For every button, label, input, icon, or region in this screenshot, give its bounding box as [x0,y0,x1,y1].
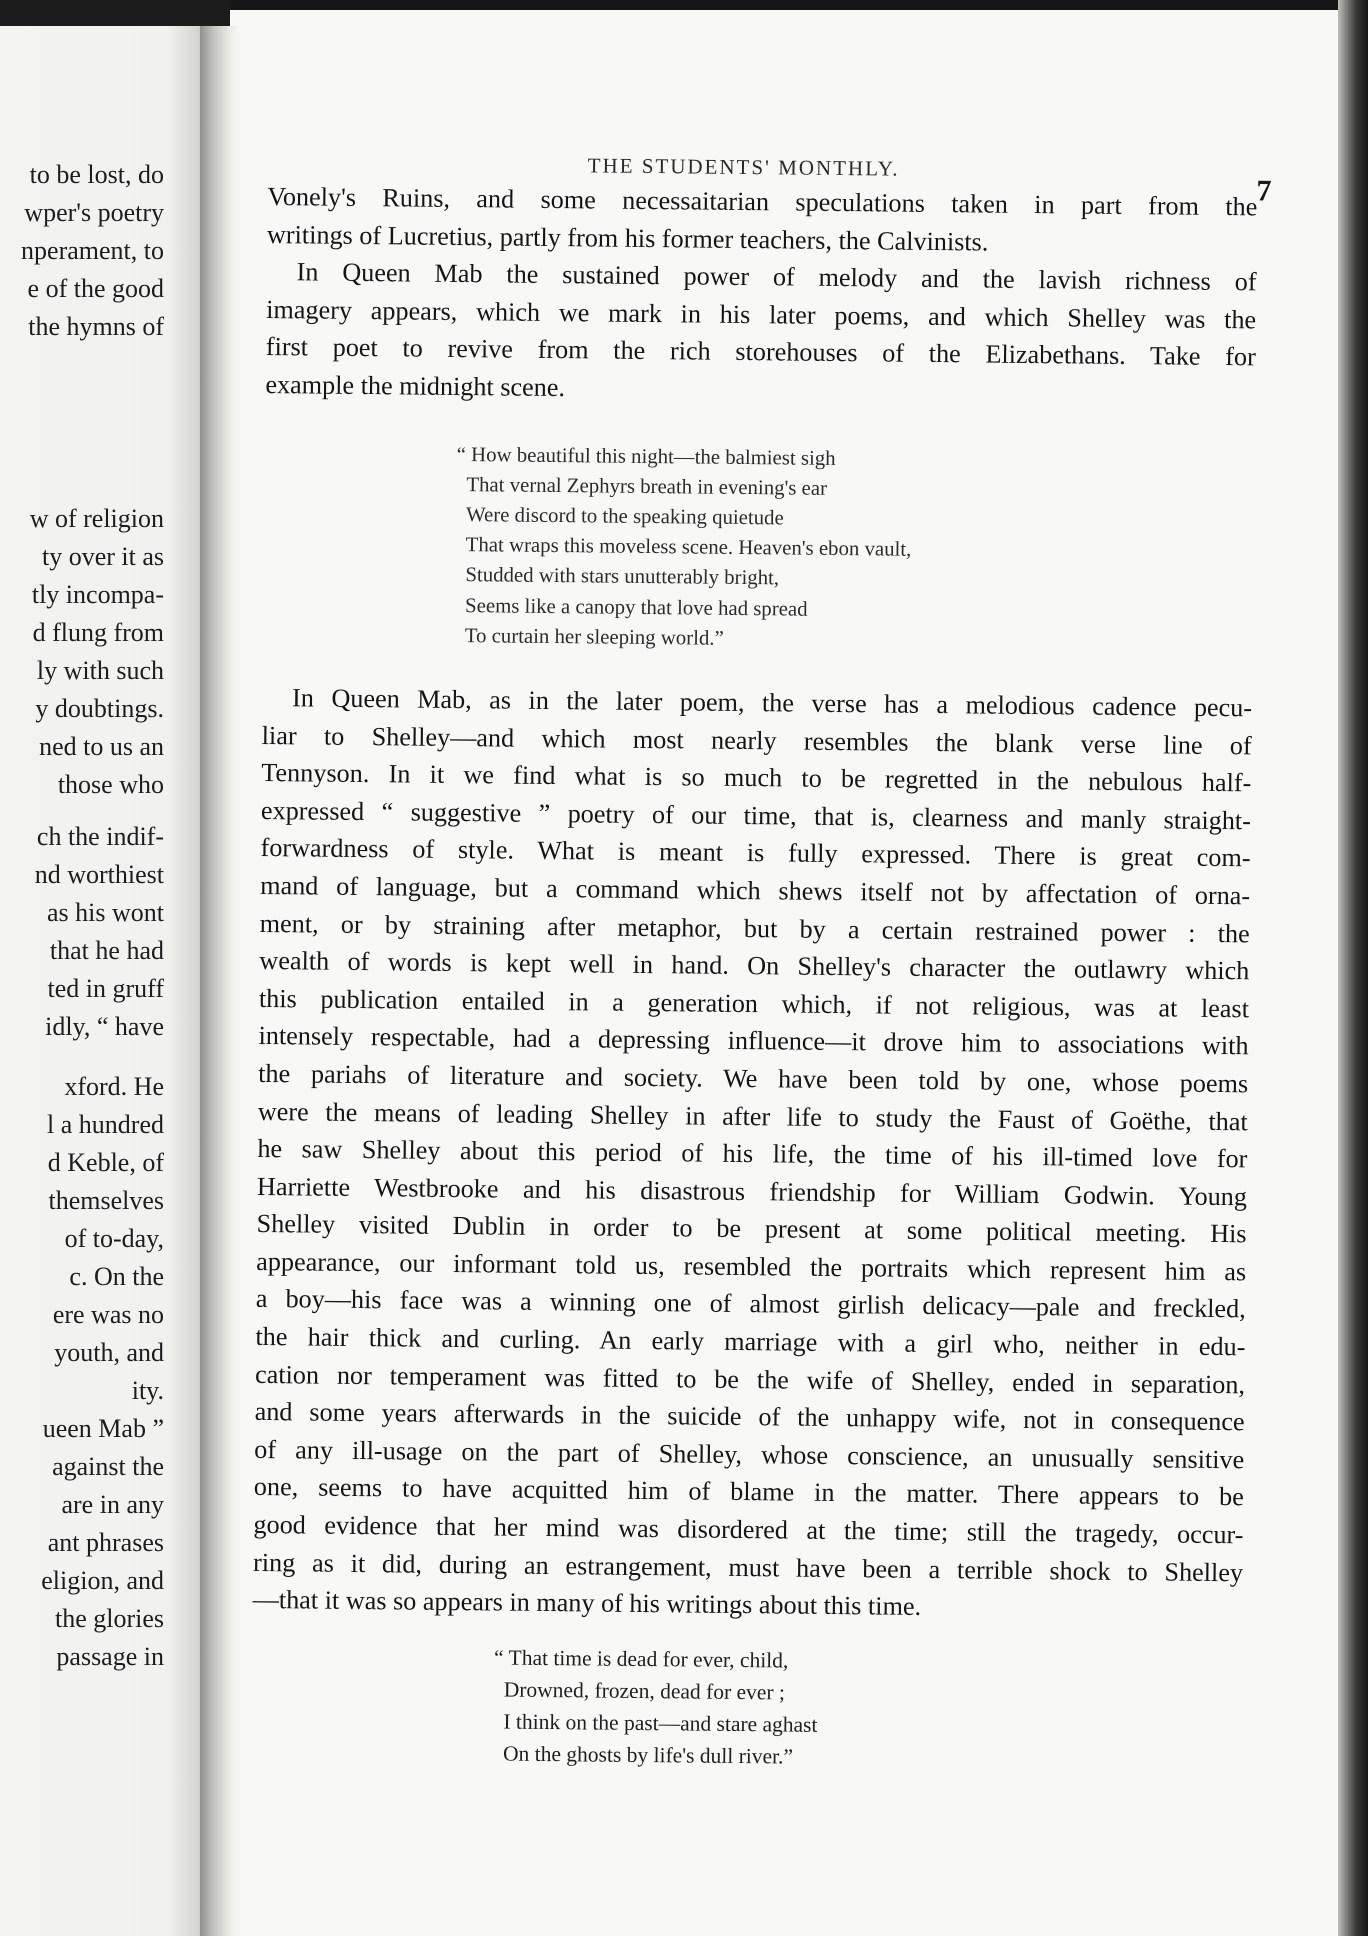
verse-line: I think on the past—and stare aghast [503,1709,818,1737]
left-page-line: nperament, to [21,236,164,265]
left-page-line: w of religion [29,504,164,533]
text-line: the pariahs of literature and society. We have been told by one, whose poems [258,1058,1249,1099]
text-line: ment, or by straining after metaphor, but by a certain restrained power : the [259,908,1250,948]
text-line: cation nor temperament was fitted to be the wife of Shelley, ended in separation, [254,1359,1246,1399]
verse-line: Drowned, frozen, dead for ever ; [503,1677,786,1705]
text-line: Vonely's Ruins, and some necessaitarian speculations taken in part from the [267,181,1258,222]
paragraph-queen-mab-melody [265,253,1257,414]
left-page-line: xford. He [64,1072,164,1101]
left-page-line: e of the good [27,274,164,303]
book-gutter [200,26,240,1936]
verse-line: To curtain her sleeping world.” [464,623,724,650]
left-page-line: ere was no [52,1300,164,1329]
text-line: good evidence that her mind was disordered at the time; still the tragedy, occur- [253,1509,1244,1550]
verse-line: Seems like a canopy that love had spread [464,593,808,621]
text-line: intensely respectable, had a depressing influence—it drove him to associations with [258,1021,1249,1061]
text-line: writings of Lucretius, partly from his former teachers, the Calvinists. [266,219,989,257]
verse-line: On the ghosts by life's dull river.” [502,1741,794,1769]
text-line: one, seems to have acquitted him of blame in the matter. There appears to be [253,1472,1244,1512]
left-page-line: ned to us an [39,732,164,761]
left-page-line: l a hundred [47,1110,164,1139]
verse-quotation-midnight [455,440,1255,660]
left-page-line: that he had [49,936,164,965]
verse-line: “ That time is dead for ever, child, [493,1645,789,1673]
left-page-line: of to-day, [64,1224,164,1253]
text-line: a boy—his face was a winning one of almost girlish delicacy—pale and freckled, [255,1284,1246,1324]
text-line: expressed “ suggestive ” poetry of our time, that is, clearness and manly straight- [260,795,1252,836]
text-line: mand of language, but a command which shews itself not by affectation of orna- [260,870,1251,911]
left-page-line: youth, and [54,1338,164,1367]
left-page-line: to be lost, do [29,160,164,189]
text-line: Harriette Westbrooke and his disastrous friendship for William Godwin. Young [256,1171,1248,1212]
text-line: of any ill-usage on the part of Shelley, whose conscience, an unusually sensitive [254,1434,1245,1475]
text-line: In Queen Mab the sustained power of melody and the lavish richness of [296,257,1257,297]
verse-line: That wraps this moveless scene. Heaven's ebon vault, [465,533,912,561]
left-page-line: the glories [54,1604,164,1633]
text-line: he saw Shelley about this period of his life, the time of his ill-timed love for [257,1134,1248,1174]
text-line: liar to Shelley—and which most nearly resembles the blank verse line of [261,720,1252,760]
running-title: THE STUDENTS' MONTHLY. [587,153,900,181]
left-page-line: the hymns of [28,312,164,341]
scan-right-edge [1338,0,1368,1936]
left-page-line: d flung from [32,618,164,647]
paragraph-volney [267,178,1258,264]
text-line: appearance, our informant told us, resembled the portraits which represent him as [256,1246,1247,1287]
text-line: —that it was so appears in many of his writings about this time. [252,1585,922,1622]
left-page-line: those who [57,770,164,799]
left-page-line: wper's poetry [24,198,164,227]
text-line: ring as it did, during an estrangement, must have been a terrible shock to Shelley [252,1547,1244,1587]
left-page-line: ueen Mab ” [42,1414,164,1443]
left-page-line: against the [52,1452,164,1481]
verse-line: That vernal Zephyrs breath in evening's ear [466,472,828,500]
text-line: In Queen Mab, as in the later poem, the verse has a melodious cadence pecu- [291,683,1253,723]
left-page-line: ted in gruff [47,974,164,1003]
text-line: and some years afterwards in the suicide of the unhappy wife, not in consequence [254,1397,1245,1437]
paragraph-queen-mab-cadence [252,679,1252,1629]
text-line: Tennyson. In it we find what is so much to be regretted in the nebulous half- [261,758,1252,798]
left-page-line: ty over it as [41,542,164,571]
left-page-line: ant phrases [47,1528,164,1557]
left-page-line: tly incompa- [31,580,164,609]
text-line: imagery appears, which we mark in his later poems, and which Shelley was the [266,294,1257,335]
text-line: forwardness of style. What is meant is fully expressed. There is great com- [260,833,1251,873]
left-page-line: nd worthiest [34,860,164,889]
text-line: this publication entailed in a generation which, if not religious, was at least [258,983,1250,1024]
verse-quotation-time-is-dead [493,1641,1242,1777]
left-page-line: passage in [56,1642,164,1671]
left-page-line: as his wont [47,898,164,927]
page-number: 7 [1256,174,1272,208]
left-page-line: idly, “ have [45,1012,164,1041]
verse-line: Studded with stars unutterably bright, [465,563,780,590]
text-line: the hair thick and curling. An early marriage with a girl who, neither in edu- [255,1322,1246,1362]
text-line: example the midnight scene. [265,369,566,403]
left-page-line: themselves [48,1186,164,1215]
left-page-line: ch the indif- [36,822,164,851]
left-page-line: ly with such [36,656,164,685]
left-page-line: d Keble, of [47,1148,164,1177]
text-line: first poet to revive from the rich storehouses of the Elizabethans. Take for [265,332,1256,372]
left-facing-page [0,26,214,1936]
page-content [251,138,1272,1777]
verse-line: Were discord to the speaking quietude [465,503,784,530]
left-page-line: ity. [131,1376,164,1405]
text-line: Shelley visited Dublin in order to be present at some political meeting. His [256,1209,1247,1249]
left-page-line: c. On the [69,1262,164,1291]
text-line: wealth of words is kept well in hand. On Shelley's character the outlawry which [259,946,1250,986]
text-line: were the means of leading Shelley in after life to study the Faust of Goëthe, that [257,1096,1248,1136]
verse-line: “ How beautiful this night—the balmiest sigh [456,442,836,470]
left-page-line: are in any [61,1490,164,1519]
left-page-line: y doubtings. [35,694,164,723]
left-page-line: eligion, and [41,1566,164,1595]
